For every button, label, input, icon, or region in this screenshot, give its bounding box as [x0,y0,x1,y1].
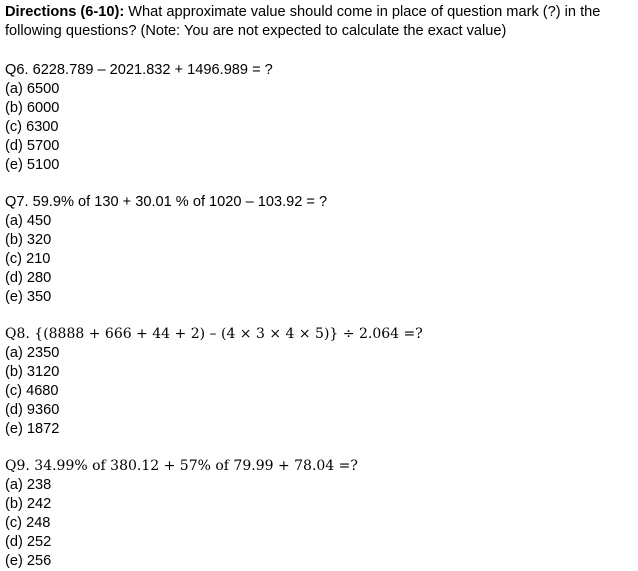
question-9-text: Q9. 34.99% of 380.12 + 57% of 79.99 + 78.04 =? [5,458,358,474]
question-6-option-c: (c) 6300 [5,119,59,135]
question-6-text: Q6. 6228.789 – 2021.832 + 1496.989 = ? [5,62,273,78]
question-8-option-d: (d) 9360 [5,402,60,418]
question-9-option-a: (a) 238 [5,477,52,493]
directions-text: What approximate value should come in place of question mark (?) in the following questions? (Note: You are not expected to calculate the exact value) [5,4,601,39]
question-8-option-c: (c) 4680 [5,383,59,399]
document [5,0,633,571]
question-7 [5,193,633,307]
question-6-option-a: (a) 6500 [5,81,60,97]
question-8 [5,325,633,439]
question-9 [5,457,633,571]
question-7-option-b: (b) 320 [5,232,52,248]
directions-paragraph [5,3,633,41]
question-7-text: Q7. 59.9% of 130 + 30.01 % of 1020 – 103.92 = ? [5,194,328,210]
question-6 [5,61,633,175]
question-8-option-a: (a) 2350 [5,345,60,361]
question-9-option-e: (e) 256 [5,553,52,569]
question-7-option-a: (a) 450 [5,213,52,229]
question-7-option-d: (d) 280 [5,270,52,286]
question-6-option-d: (d) 5700 [5,138,60,154]
directions-heading: Directions (6-10): [5,4,125,20]
question-8-option-b: (b) 3120 [5,364,60,380]
question-8-text: Q8. {(8888 + 666 + 44 + 2) – (4 × 3 × 4 × 5)} ÷ 2.064 =? [5,326,423,342]
question-6-option-b: (b) 6000 [5,100,60,116]
question-7-option-c: (c) 210 [5,251,51,267]
question-9-option-d: (d) 252 [5,534,52,550]
question-9-option-c: (c) 248 [5,515,51,531]
question-7-option-e: (e) 350 [5,289,52,305]
question-8-option-e: (e) 1872 [5,421,60,437]
question-9-option-b: (b) 242 [5,496,52,512]
question-6-option-e: (e) 5100 [5,157,60,173]
